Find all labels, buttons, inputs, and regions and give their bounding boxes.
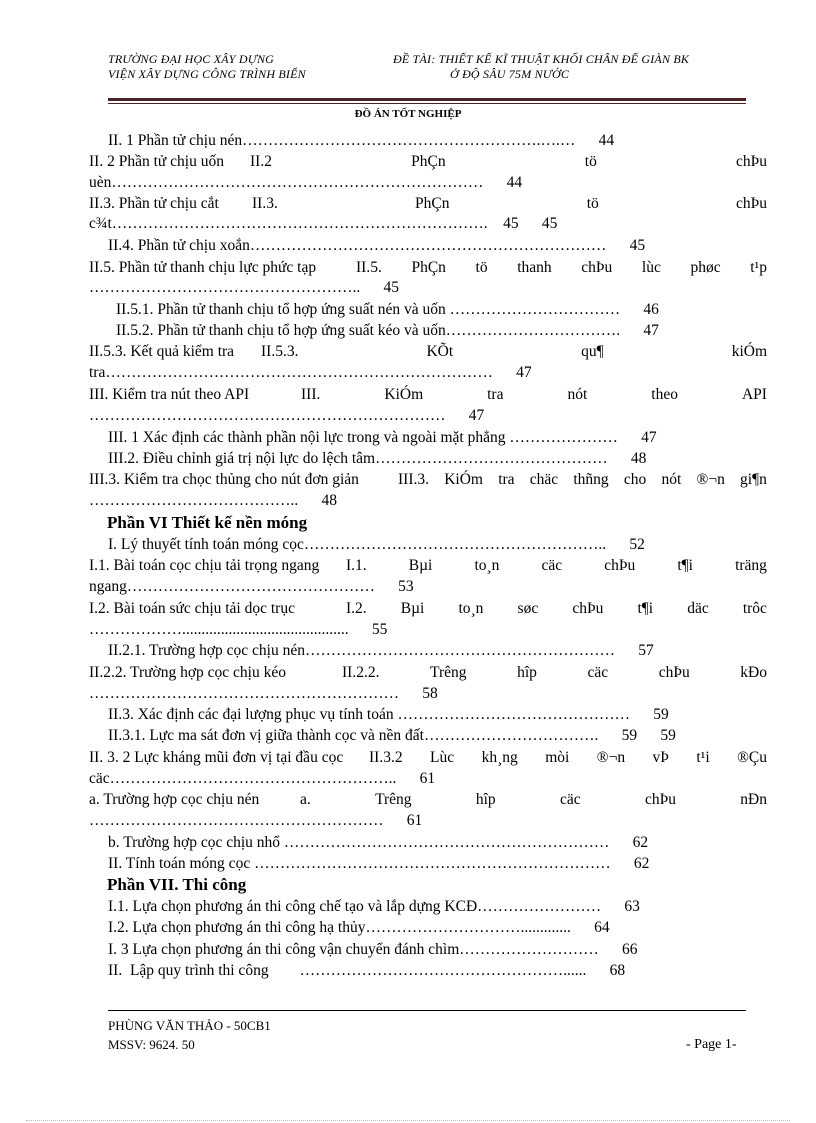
header-rule <box>108 98 746 101</box>
toc-entry: II.2.2. Trường hợp cọc chịu kéo <box>89 664 286 681</box>
toc-entry: II.5.3. Kết quả kiểm tra <box>89 343 235 360</box>
footer-student-id: MSSV: 9624. 50 <box>108 1037 195 1052</box>
toc-garbled: I.2. Bµi to¸n søc chÞu t¶i däc trôc <box>346 600 767 617</box>
header-university: TRƯỜNG ĐẠI HỌC XÂY DỰNG <box>108 52 275 66</box>
footer-rule <box>108 1010 746 1011</box>
toc-entry: a. Trường hợp cọc chịu nén <box>89 791 260 808</box>
header-topic-line2: Ở ĐỘ SÂU 75M NƯỚC <box>450 67 570 81</box>
toc-entry: II.2.1. Trường hợp cọc chịu nén…………………………………………………… 57 <box>108 642 654 659</box>
document-type: ĐỒ ÁN TỐT NGHIỆP <box>354 108 462 120</box>
toc-entry-continued: tra………………………………………………………………… 47 <box>89 364 532 381</box>
toc-garbled: II.3. PhÇn tö chÞu <box>252 195 767 212</box>
toc-entry-continued: ngang………………………………………… 53 <box>89 578 414 595</box>
toc-entry-continued: …………………………………………….. 45 <box>89 279 399 296</box>
toc-entry-continued: …………………………………………………………… 47 <box>89 407 485 424</box>
toc-entry: I.2. Bài toán sức chịu tải dọc trục <box>89 600 295 617</box>
toc-entry: II. 1 Phần tử chịu nén………………………………………………….….… 44 <box>108 132 615 149</box>
toc-entry-continued: uèn……………………………………………………………… 44 <box>89 174 523 191</box>
toc-entry-continued: …………………………………………………… 58 <box>89 685 438 702</box>
toc-entry: b. Trường hợp cọc chịu nhổ ……………………………………………………… 62 <box>108 834 649 851</box>
toc-entry: II.3.1. Lực ma sát đơn vị giữa thành cọc và nền đất……………………………. 59 59 <box>108 727 676 744</box>
section-heading-vii: Phần VII. Thi công <box>107 875 247 894</box>
header-school <box>108 52 306 82</box>
toc-entry-continued: c¾t………………………………………………………………. 45 45 <box>89 215 558 232</box>
section-heading-vi: Phần VI Thiết kế nền móng <box>107 513 308 532</box>
toc-entry: III.3. Kiểm tra chọc thủng cho nút đơn giản <box>89 471 359 488</box>
toc-entry: III.2. Điều chỉnh giá trị nội lực do lệch tâm……………………………………… 48 <box>108 450 647 467</box>
toc-garbled: I.1. Bµi to¸n cäc chÞu t¶i träng <box>346 557 767 574</box>
toc-entry: II.4. Phần tử chịu xoắn…………………………………………………………… 45 <box>108 237 646 254</box>
toc-entry: III. 1 Xác định các thành phần nội lực trong và ngoài mặt phẳng ………………… 47 <box>108 429 657 446</box>
page-edge-dots <box>26 1120 790 1121</box>
toc-entry: II.3. Phần tử chịu cắt <box>89 195 219 212</box>
toc-garbled: II.5.3. KÕt qu¶ kiÓm <box>261 343 767 360</box>
toc-entry: II. 3. 2 Lực kháng mũi đơn vị tại đầu cọc <box>89 749 344 766</box>
header-topic <box>393 52 689 82</box>
toc-garbled: III. KiÓm tra nót theo API <box>301 386 767 403</box>
toc-entry: I.1. Bài toán cọc chịu tải trọng ngang <box>89 557 320 574</box>
toc-entry: I. Lý thuyết tính toán móng cọc………………………………………………….. 52 <box>108 536 645 553</box>
toc-entry: II. Lập quy trình thi công ……………………………………………...... 68 <box>108 962 626 979</box>
toc-entry: II.5.1. Phần tử thanh chịu tổ hợp ứng suất nén và uốn …………………………… 46 <box>116 301 659 318</box>
footer-author: PHÙNG VĂN THẢO - 50CB1 <box>108 1018 271 1033</box>
toc-entry: I.1. Lựa chọn phương án thi công chế tạo và lắp dựng KCĐ…………………… 63 <box>108 898 640 915</box>
toc-entry-continued: ………………........................................... 55 <box>89 621 388 638</box>
page-number: - Page 1- <box>686 1037 737 1052</box>
toc-entry-continued: ………………………………….. 48 <box>89 492 337 509</box>
toc-entry: III. Kiểm tra nút theo API <box>89 386 250 403</box>
toc-entry: I. 3 Lựa chọn phương án thi công vận chuyển đánh chìm……………………… 66 <box>108 941 638 958</box>
toc-entry: II. Tính toán móng cọc …………………………………………………………… 62 <box>108 855 650 872</box>
toc-entry: I.2. Lựa chọn phương án thi công hạ thủy…………………………............. 64 <box>108 919 610 936</box>
toc-garbled: a. Trêng hîp cäc chÞu nÐn <box>300 791 767 808</box>
header-institute: VIỆN XÂY DỰNG CÔNG TRÌNH BIỂN <box>108 67 306 81</box>
toc-entry: II.5.2. Phần tử thanh chịu tổ hợp ứng suất kéo và uốn……………………………. 47 <box>116 322 659 339</box>
toc-garbled: II.2 PhÇn tö chÞu <box>250 153 767 170</box>
header-rule-thin <box>108 103 746 104</box>
toc-entry: II.3. Xác định các đại lượng phục vụ tính toán ……………………………………… 59 <box>108 706 669 723</box>
toc-garbled: III.3. KiÓm tra chäc thñng cho nót ®¬n gi¶n <box>398 471 767 488</box>
header-topic-line1: ĐỀ TÀI: THIẾT KẾ KĨ THUẬT KHỐI CHÂN ĐẾ GIÀN BK <box>393 52 690 66</box>
toc-entry-continued: ………………………………………………… 61 <box>89 812 423 829</box>
toc-garbled: II.2.2. Trêng hîp cäc chÞu kÐo <box>342 664 767 681</box>
toc-garbled: II.3.2 Lùc kh¸ng mòi ®¬n vÞ t¹i ®Çu <box>369 749 767 766</box>
toc-entry: II.5. Phần tử thanh chịu lực phức tạp <box>89 259 317 276</box>
toc-entry-continued: cäc……………………………………………….. 61 <box>89 770 436 787</box>
toc-entry: II. 2 Phần tử chịu uốn <box>89 153 224 170</box>
toc-garbled: II.5. PhÇn tö thanh chÞu lùc phøc t¹p <box>356 259 767 276</box>
